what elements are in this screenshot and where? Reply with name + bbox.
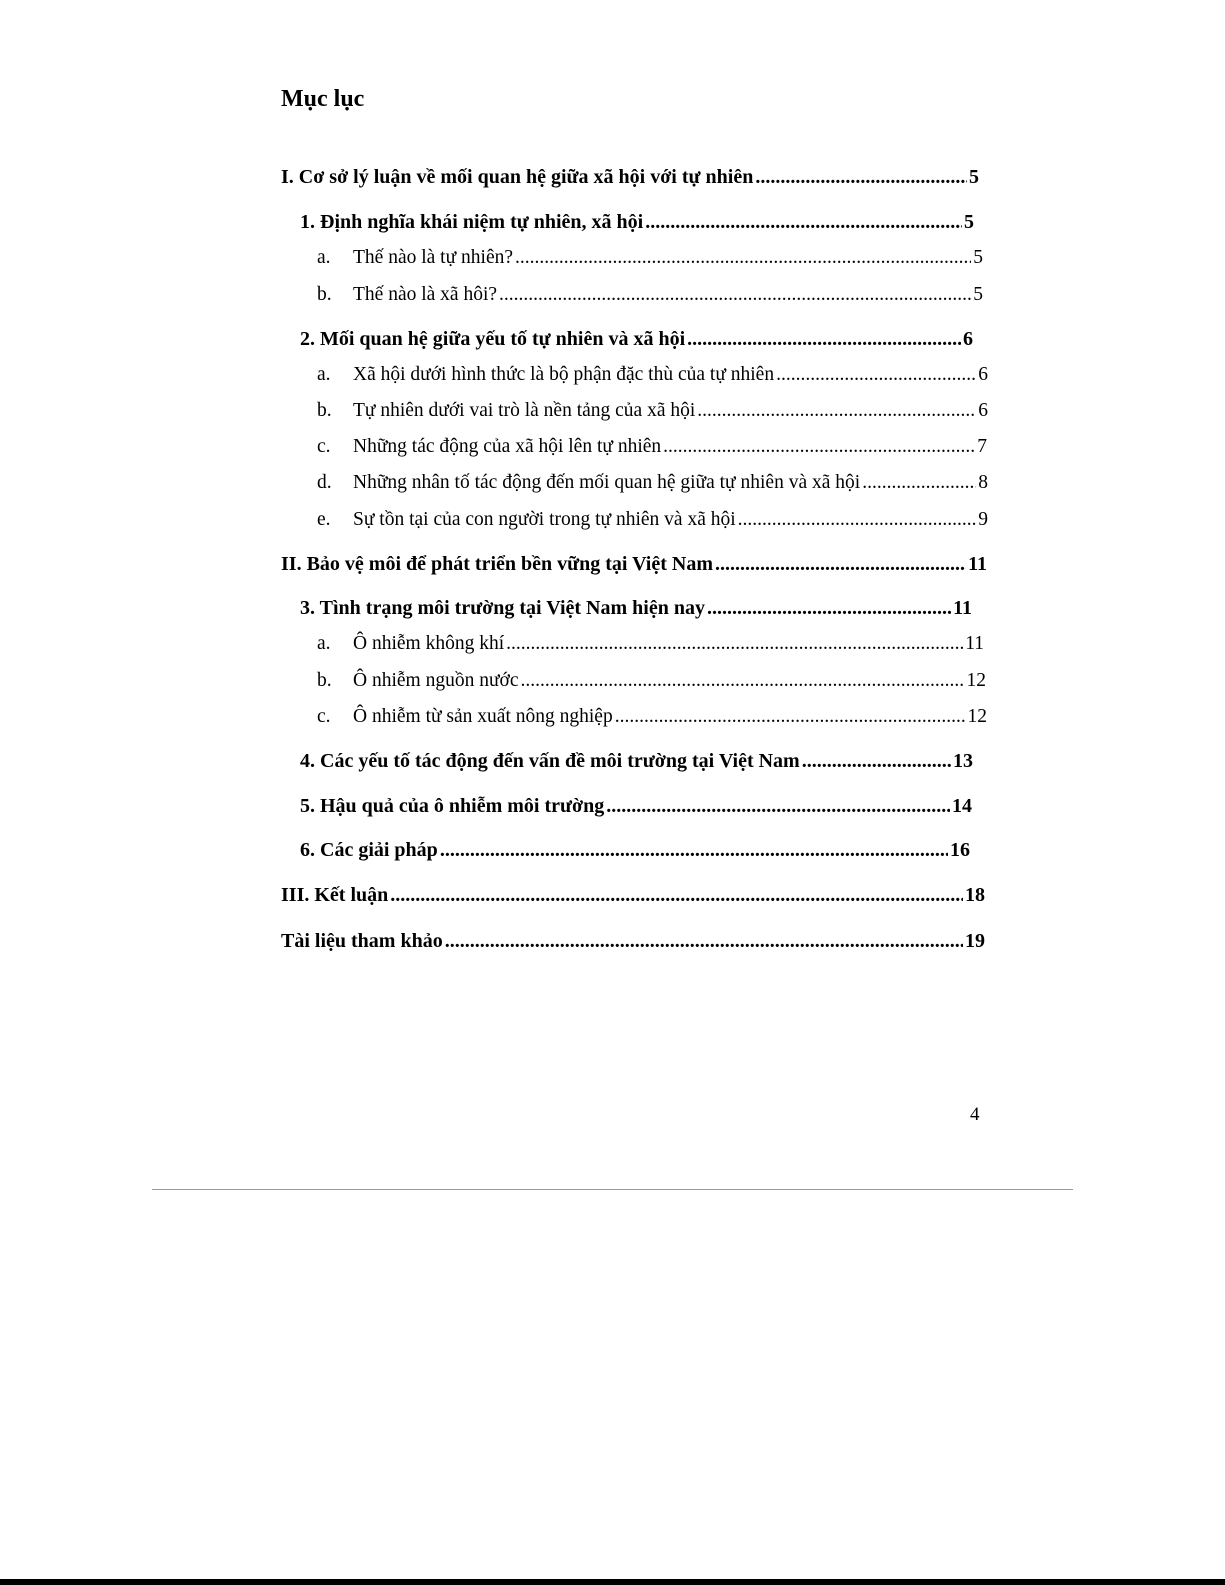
toc-entry-page: 12 bbox=[966, 670, 986, 691]
toc-entry-page: 6 bbox=[978, 364, 988, 385]
toc-entry-label: Ô nhiễm từ sản xuất nông nghiệp bbox=[353, 706, 613, 727]
toc-leader-dots bbox=[520, 668, 964, 694]
toc-entry-label: III. Kết luận bbox=[281, 884, 389, 906]
toc-entry-item[interactable] bbox=[317, 507, 988, 533]
toc-entry-item[interactable] bbox=[317, 470, 988, 496]
toc-entry-label: Xã hội dưới hình thức là bộ phận đặc thù của tự nhiên bbox=[353, 364, 775, 385]
toc-entry-page: 11 bbox=[968, 553, 987, 575]
toc-leader-dots bbox=[515, 245, 971, 271]
toc-entry-page: 19 bbox=[965, 930, 985, 952]
toc-entry-page: 7 bbox=[977, 436, 987, 457]
toc-entry-page: 5 bbox=[973, 284, 983, 305]
toc-entry-item[interactable] bbox=[317, 434, 987, 460]
toc-leader-dots bbox=[776, 362, 976, 388]
toc-entry-subsection-1[interactable] bbox=[300, 209, 974, 235]
toc-entry-item[interactable] bbox=[317, 631, 984, 657]
toc-entry-page: 6 bbox=[978, 400, 988, 421]
toc-entry-label: Sự tồn tại của con người trong tự nhiên và xã hội bbox=[353, 509, 736, 530]
toc-leader-dots bbox=[687, 326, 961, 352]
toc-entry-marker: a. bbox=[317, 364, 331, 385]
toc-entry-label: Ô nhiễm nguồn nước bbox=[353, 670, 519, 691]
toc-leader-dots bbox=[390, 882, 963, 908]
toc-entry-item[interactable] bbox=[317, 282, 983, 308]
toc-entry-page: 8 bbox=[978, 472, 988, 493]
toc-entry-page: 12 bbox=[967, 706, 987, 727]
bottom-edge-bar bbox=[0, 1579, 1225, 1585]
toc-entry-marker: c. bbox=[317, 706, 331, 727]
toc-leader-dots bbox=[755, 164, 967, 190]
toc-entry-item[interactable] bbox=[317, 668, 986, 694]
toc-leader-dots bbox=[697, 398, 976, 424]
toc-entry-label: 3. Tình trạng môi trường tại Việt Nam hiện nay bbox=[300, 597, 705, 619]
toc-entry-label: Những tác động của xã hội lên tự nhiên bbox=[353, 436, 662, 457]
toc-entry-marker: a. bbox=[317, 633, 331, 654]
toc-entry-marker: c. bbox=[317, 436, 331, 457]
toc-leader-dots bbox=[645, 209, 962, 235]
toc-entry-page: 5 bbox=[969, 166, 979, 188]
toc-entry-subsection-4[interactable] bbox=[300, 748, 973, 774]
toc-leader-dots bbox=[445, 928, 963, 954]
toc-entry-label: Những nhân tố tác động đến mối quan hệ giữa tự nhiên và xã hội bbox=[353, 472, 861, 493]
toc-entry-section-2[interactable] bbox=[281, 551, 987, 577]
toc-leader-dots bbox=[738, 507, 977, 533]
toc-leader-dots bbox=[707, 595, 951, 621]
toc-entry-marker: b. bbox=[317, 400, 332, 421]
toc-leader-dots bbox=[506, 631, 963, 657]
toc-leader-dots bbox=[440, 837, 948, 863]
toc-entry-label: I. Cơ sở lý luận về mối quan hệ giữa xã hội với tự nhiên bbox=[281, 166, 754, 188]
toc-entry-marker: d. bbox=[317, 472, 332, 493]
toc-title: Mục lục bbox=[281, 86, 365, 112]
toc-entry-section-1[interactable] bbox=[281, 164, 979, 190]
toc-entry-marker: e. bbox=[317, 509, 331, 530]
toc-entry-subsection-5[interactable] bbox=[300, 793, 972, 819]
toc-entry-label: 4. Các yếu tố tác động đến vấn đề môi trường tại Việt Nam bbox=[300, 750, 800, 772]
toc-entry-subsection-3[interactable] bbox=[300, 595, 972, 621]
toc-leader-dots bbox=[615, 704, 966, 730]
toc-entry-label: II. Bảo vệ môi để phát triển bền vững tại Việt Nam bbox=[281, 553, 714, 575]
toc-entry-page: 11 bbox=[965, 633, 984, 654]
toc-leader-dots bbox=[499, 282, 971, 308]
toc-entry-label: 6. Các giải pháp bbox=[300, 839, 438, 861]
toc-entry-item[interactable] bbox=[317, 398, 988, 424]
toc-entry-label: Tự nhiên dưới vai trò là nền tảng của xã hội bbox=[353, 400, 696, 421]
toc-entry-marker: b. bbox=[317, 670, 332, 691]
toc-entry-page: 11 bbox=[953, 597, 972, 619]
toc-entry-label: Tài liệu tham khảo bbox=[281, 930, 443, 952]
toc-entry-subsection-6[interactable] bbox=[300, 837, 970, 863]
toc-entry-label: 2. Mối quan hệ giữa yếu tố tự nhiên và xã hội bbox=[300, 328, 686, 350]
page-number: 4 bbox=[970, 1104, 980, 1125]
toc-entry-page: 6 bbox=[963, 328, 973, 350]
toc-entry-page: 5 bbox=[964, 211, 974, 233]
toc-entry-label: 5. Hậu quả của ô nhiễm môi trường bbox=[300, 795, 605, 817]
toc-entry-item[interactable] bbox=[317, 245, 983, 271]
page-divider bbox=[152, 1189, 1073, 1190]
toc-entry-item[interactable] bbox=[317, 362, 988, 388]
toc-entry-subsection-2[interactable] bbox=[300, 326, 973, 352]
toc-leader-dots bbox=[663, 434, 975, 460]
toc-entry-item[interactable] bbox=[317, 704, 987, 730]
toc-entry-page: 14 bbox=[952, 795, 972, 817]
toc-entry-page: 5 bbox=[973, 247, 983, 268]
toc-entry-label: 1. Định nghĩa khái niệm tự nhiên, xã hội bbox=[300, 211, 644, 233]
toc-entry-label: Ô nhiễm không khí bbox=[353, 633, 505, 654]
toc-entry-page: 13 bbox=[953, 750, 973, 772]
toc-leader-dots bbox=[715, 551, 966, 577]
toc-leader-dots bbox=[862, 470, 976, 496]
toc-entry-label: Thế nào là tự nhiên? bbox=[353, 247, 514, 268]
toc-entry-page: 9 bbox=[978, 509, 988, 530]
toc-entry-section-3[interactable] bbox=[281, 882, 985, 908]
toc-entry-marker: b. bbox=[317, 284, 332, 305]
toc-leader-dots bbox=[802, 748, 951, 774]
toc-leader-dots bbox=[606, 793, 950, 819]
toc-entry-marker: a. bbox=[317, 247, 331, 268]
toc-entry-references[interactable] bbox=[281, 928, 985, 954]
toc-entry-page: 18 bbox=[965, 884, 985, 906]
toc-entry-page: 16 bbox=[950, 839, 970, 861]
toc-entry-label: Thế nào là xã hôi? bbox=[353, 284, 498, 305]
